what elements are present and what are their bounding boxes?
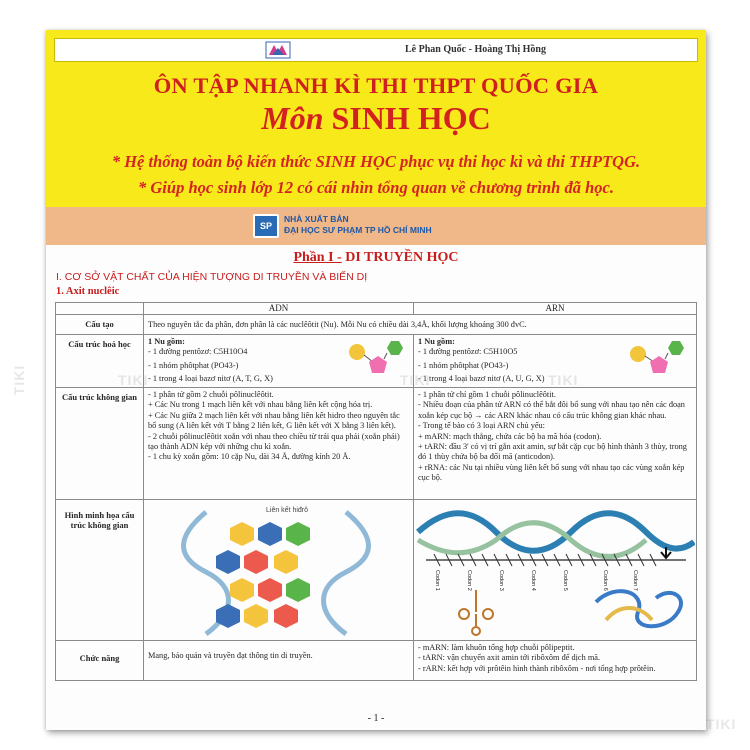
base-pair-3	[230, 578, 310, 602]
arn-spatial-line-6: + rRNA: các Nu tại nhiều vùng liên kết bổ sung với nhau tạo các vùng xoắn kép cục bộ.	[418, 462, 685, 483]
dna-ladder-illustration	[146, 502, 412, 638]
base-pair-1	[230, 522, 310, 546]
codon-label-5: Codon 5	[562, 570, 568, 591]
nucleotide-arn-icon	[628, 338, 688, 382]
section-title: I. CƠ SỞ VẬT CHẤT CỦA HIỆN TƯỢNG DI TRUYỀN VÀ BIẾN DỊ	[56, 271, 368, 283]
subject-name: SINH HỌC	[331, 100, 491, 136]
author-bar	[54, 38, 698, 62]
publisher-logo: SP	[253, 214, 279, 238]
arn-chem-sugar: - 1 đường pentôzơ: C5H10O5	[418, 347, 518, 357]
header-blank	[56, 303, 144, 315]
table-row	[56, 388, 697, 500]
row-label-chemical: Cấu trúc hoá học	[56, 335, 144, 388]
arn-spatial-line-2: - Nhiều đoạn của phân tử ARN có thể bắt đôi bổ sung với nhau tạo nên các đoạn xoắn kép cục bộ → các ARN khác nhau có cấu trúc không gian khác nhau.	[418, 400, 685, 420]
watermark-mid-2: TIKI	[400, 372, 431, 388]
subject-prefix: Môn	[261, 100, 324, 136]
arn-function-line-2: - tARN: vận chuyển axit amin tới ribôxôm để dịch mã.	[418, 653, 601, 663]
arn-spatial-line-5: + tARN: đầu 3' có vị trí gắn axit amin, sự bắt cặp cục bộ hình thành 3 thùy, trong đó 1 thùy chứa bộ ba đối mã (anticodon).	[418, 442, 687, 462]
authors: Lê Phan Quốc - Hoàng Thị Hồng	[405, 44, 546, 55]
feature-bullet-1: * Hệ thống toàn bộ kiến thức SINH HỌC phục vụ thi học kì và thi THPTQG.	[111, 152, 641, 171]
adn-spatial-line-5: - 1 chu kỳ xoắn gồm: 10 cặp Nu, dài 34 Å, đường kính 20 Å.	[148, 452, 351, 462]
publisher-emblem-icon	[265, 41, 291, 59]
trna-cloverleaf	[459, 590, 493, 635]
watermark-mid-1: TIKI	[118, 372, 149, 388]
part-label: Phần I -	[293, 250, 342, 265]
arn-chem-bases: - 1 trong 4 loại bazơ nitơ (A, U, G, X)	[418, 374, 545, 384]
adn-chem-head: 1 Nu gồm:	[148, 337, 185, 346]
rrna-coil	[596, 591, 681, 626]
codon-label-6: Codon 6	[602, 570, 608, 591]
watermark-mid-3: TIKI	[548, 372, 579, 388]
table-row	[56, 335, 697, 388]
arn-function-line-3: - rARN: kết hợp với prôtêin hình thành ribôxôm - nơi tổng hợp prôtêin.	[418, 663, 656, 673]
arn-function	[414, 641, 697, 681]
publisher-name	[284, 214, 432, 236]
adn-chem-phosphate: - 1 nhóm phôtphat (PO43-)	[148, 360, 239, 370]
codon-label-4: Codon 4	[530, 570, 536, 591]
header-arn: ARN	[414, 303, 697, 315]
codon-label-1: Codon 1	[434, 570, 440, 591]
arn-spatial-line-3: - Trong tế bào có 3 loại ARN chủ yếu:	[418, 421, 545, 431]
hydrogen-bond-caption: Liên kết hiđrô	[266, 507, 309, 514]
table-row	[56, 315, 697, 335]
watermark-left: TIKI	[11, 364, 28, 396]
publisher-band	[46, 207, 706, 245]
cau-tao-text: Theo nguyên tắc đa phân, đơn phân là các nuclêôtit (Nu). Mỗi Nu có chiều dài 3,4Å, khối lượng khoảng 300 đvC.	[144, 315, 697, 335]
arn-spatial-line-1: - 1 phân tử chỉ gồm 1 chuỗi pôlinuclêôtit.	[418, 390, 556, 399]
subject-title	[46, 100, 706, 137]
row-label-illustration: Hình minh họa cấu trúc không gian	[56, 500, 144, 641]
codon-label-7: Codon 7	[632, 570, 638, 591]
base-pair-4	[216, 604, 298, 628]
arn-spatial	[414, 388, 697, 500]
adn-spatial	[144, 388, 414, 500]
watermark-bottom-right: TIKI	[706, 716, 737, 732]
arn-spatial-line-4: + mARN: mạch thẳng, chứa các bộ ba mã hóa (codon).	[418, 431, 602, 441]
codon-label-3: Codon 3	[498, 570, 504, 591]
table-header-row	[56, 303, 697, 315]
header-adn: ADN	[144, 303, 414, 315]
rna-helix-illustration	[416, 502, 695, 638]
adn-function: Mang, bảo quản và truyền đạt thông tin di truyền.	[144, 641, 414, 681]
arn-function-line-1: - mARN: làm khuôn tổng hợp chuỗi pôlipeptit.	[418, 643, 575, 652]
arn-chem-phosphate: - 1 nhóm phôtphat (PO43-)	[418, 360, 509, 370]
page-number: - 1 -	[367, 713, 385, 724]
part-name: DI TRUYỀN HỌC	[345, 250, 459, 265]
adn-chem-bases: - 1 trong 4 loại bazơ nitơ (A, T, G, X)	[148, 374, 273, 384]
table-row	[56, 500, 697, 641]
adn-chemical	[144, 335, 414, 388]
row-label-cau-tao: Cấu tạo	[56, 315, 144, 335]
publisher-line-2: ĐẠI HỌC SƯ PHẠM TP HỒ CHÍ MINH	[284, 225, 432, 235]
row-label-spatial: Cấu trúc không gian	[56, 388, 144, 500]
codon-label-2: Codon 2	[466, 570, 472, 591]
publisher-line-1: NHÀ XUẤT BẢN	[284, 214, 349, 224]
arn-chem-head: 1 Nu gồm:	[418, 337, 455, 346]
adn-spatial-line-3: + Các Nu giữa 2 mạch liên kết với nhau bằng liên kết hidro theo nguyên tắc bổ sung (A liên kết với T bằng 2 liên kết, G liên kết với X bằng 3 liên kết).	[148, 410, 400, 431]
feature-bullet-2: * Giúp học sinh lớp 12 có cái nhìn tổng quan về chương trình đã học.	[138, 178, 614, 197]
subsection-title: 1. Axit nuclêic	[56, 286, 120, 297]
nucleotide-adn-icon	[347, 338, 407, 382]
arn-illustration	[414, 500, 697, 641]
adn-spatial-line-4: - 2 chuỗi pôlinuclêôtit xoắn với nhau theo chiều từ trái qua phải (xoắn phải) tạo thành ADN kép với những chu kì xoắn.	[148, 431, 400, 452]
part-title	[46, 250, 706, 266]
comparison-table	[55, 302, 697, 681]
adn-chem-sugar: - 1 đường pentôzơ: C5H10O4	[148, 347, 248, 357]
row-label-function: Chức năng	[56, 641, 144, 681]
cover-header	[46, 30, 706, 207]
adn-spatial-line-2: + Các Nu trong 1 mạch liên kết với nhau bằng liên kết cộng hóa trị.	[148, 400, 373, 410]
table-row	[56, 641, 697, 681]
adn-spatial-line-1: - 1 phân tử gồm 2 chuỗi pôlinuclêôtit.	[148, 390, 274, 399]
adn-illustration	[144, 500, 414, 641]
base-pair-2	[216, 550, 298, 574]
main-title: ÔN TẬP NHANH KÌ THI THPT QUỐC GIA	[153, 73, 599, 98]
